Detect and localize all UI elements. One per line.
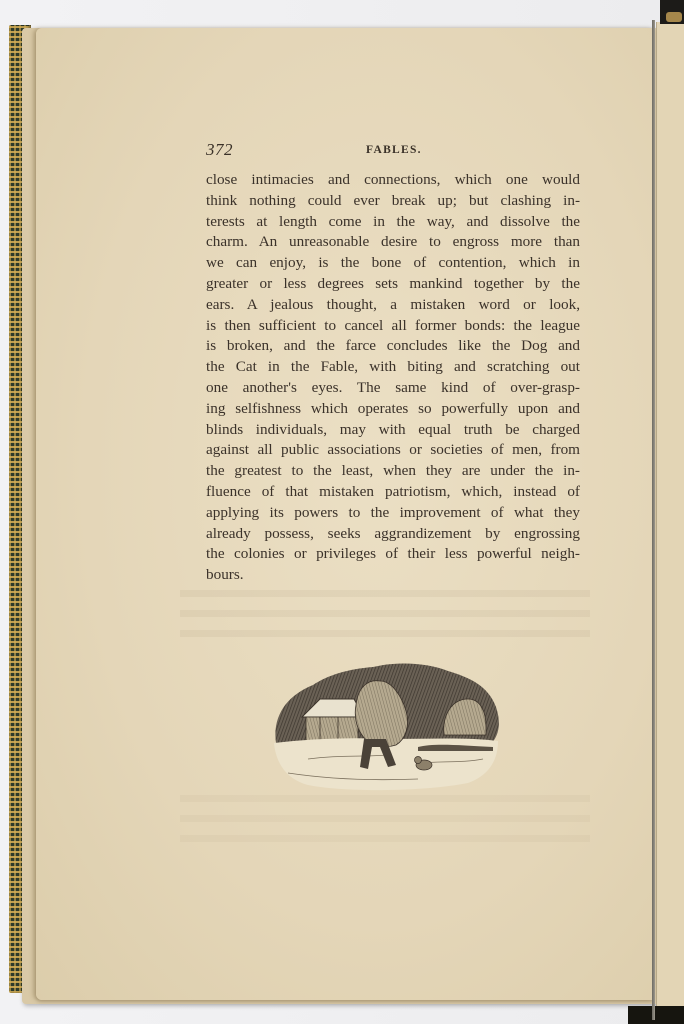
text-line: is broken, and the farce concludes like the Dog and: [206, 337, 580, 355]
text-line: greater or less degrees sets mankind together by the: [206, 274, 580, 292]
page-gutter: [652, 20, 655, 1020]
text-line: already possess, seeks aggrandizement by engrossing: [206, 524, 580, 542]
text-line: we can enjoy, is the bone of contention, which in: [206, 254, 580, 272]
text-line: applying its powers to the improvement of what they: [206, 503, 580, 521]
text-line: close intimacies and connections, which one would: [206, 171, 580, 188]
text-line: bours.: [206, 566, 244, 584]
text-line: terests at length come in the way, and dissolve the: [206, 212, 580, 230]
text-line: fluence of that mistaken patriotism, which, instead of: [206, 482, 580, 500]
background-corner: [628, 1006, 684, 1024]
page-number: 372: [206, 140, 233, 159]
text-line: the Cat in the Fable, with biting and scratching out: [206, 358, 580, 376]
bleed-through-text: [180, 795, 590, 855]
text-line: ears. A jealous thought, a mistaken word or look,: [206, 295, 580, 313]
woodcut-illustration: [268, 655, 504, 795]
text-line: blinds individuals, may with equal truth be charged: [206, 420, 580, 438]
text-line: is then sufficient to cancel all former bonds: the league: [206, 316, 580, 334]
text-line: the colonies or privileges of their less powerful neigh-: [206, 545, 580, 563]
running-title: FABLES.: [366, 144, 422, 156]
text-line: against all public associations or societies of men, from: [206, 441, 580, 459]
background-corner: [660, 0, 684, 24]
text-line: one another's eyes. The same kind of over-grasp-: [206, 378, 580, 396]
facing-page-edge: [656, 22, 684, 1007]
text-line: think nothing could ever break up; but clashing in-: [206, 191, 580, 209]
text-line: ing selfishness which operates so powerfully upon and: [206, 399, 580, 417]
bleed-through-text: [180, 590, 590, 650]
running-head: [206, 140, 580, 162]
body-paragraph: [206, 170, 580, 586]
text-line: the greatest to the least, when they are under the in-: [206, 462, 580, 480]
text-line: charm. An unreasonable desire to engross more than: [206, 233, 580, 251]
